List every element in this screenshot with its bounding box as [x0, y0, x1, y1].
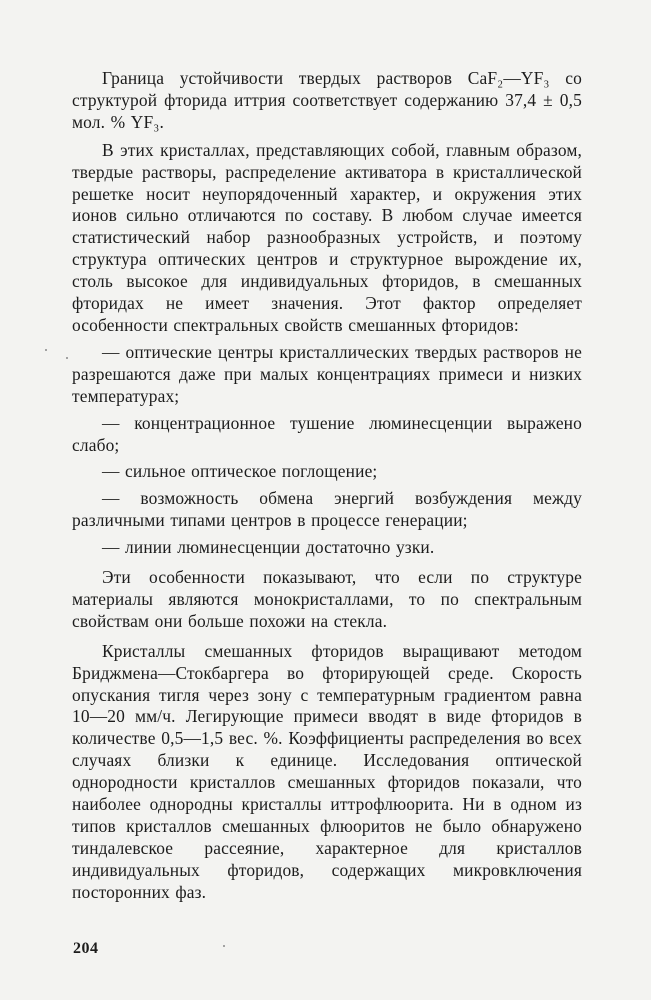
list-item-energy-exchange: — возможность обмена энергий возбуждения между различными типами центров в процессе генерации;	[72, 488, 582, 531]
paragraph-glass-similarity: Эти особенности показывают, что если по структуре материалы являются монокристаллами, то по спектральным свойствам они больше похожи на стекла.	[72, 567, 582, 631]
paragraph-solubility-limit: Граница устойчивости твердых растворов CaF₂—YF₃ со структурой фторида иттрия соответствует содержанию 37,4 ± 0,5 мол. % YF₃.	[72, 68, 582, 132]
print-speck	[45, 349, 47, 351]
list-item-luminescence-lines: — линии люминесценции достаточно узки.	[102, 537, 435, 558]
paragraph-crystal-growth: Кристаллы смешанных фторидов выращивают методом Бриджмена—Стокбаргера во фторирующей среде. Скорость опускания тигля через зону с температурным градиентом равна 10—20 мм/ч. Легирующие примеси вводят в виде фторидов в количестве 0,5—1,5 вес. %. Коэффициенты распределения во всех случаях близки к единице. Исследования оптической однородности кристаллов смешанных фторидов показали, что наиболее однородны кристаллы иттрофлюорита. Ни в одном из типов кристаллов смешанных флюоритов не было обнаружено тиндалевское рассеяние, характерное для кристаллов индивидуальных фторидов, содержащих микровключения посторонних фаз.	[72, 640, 582, 902]
page-number: 204	[73, 940, 99, 957]
paragraph-activator-distribution: В этих кристаллах, представляющих собой, главным образом, твердые растворы, распределение активатора в кристаллической решетке носит неупорядоченный характер, и окружения этих ионов сильно отличаются по составу. В любом случае имеется статистический набор разнообразных устройств, и поэтому структура оптических центров и структурное вырождение их, столь высокое для индивидуальных фторидов, в смешанных фторидах не имеет значения. Этот фактор определяет особенности спектральных свойств смешанных фторидов:	[72, 139, 582, 335]
print-speck	[66, 357, 68, 359]
list-item-optical-absorption: — сильное оптическое поглощение;	[102, 461, 378, 482]
list-item-concentration-quenching: — концентрационное тушение люминесценции выражено слабо;	[72, 412, 582, 455]
print-speck	[223, 945, 225, 947]
list-item-optical-centers: — оптические центры кристаллических твердых растворов не разрешаются даже при малых концентрациях примеси и низких температурах;	[72, 341, 582, 406]
body-text	[72, 68, 582, 904]
